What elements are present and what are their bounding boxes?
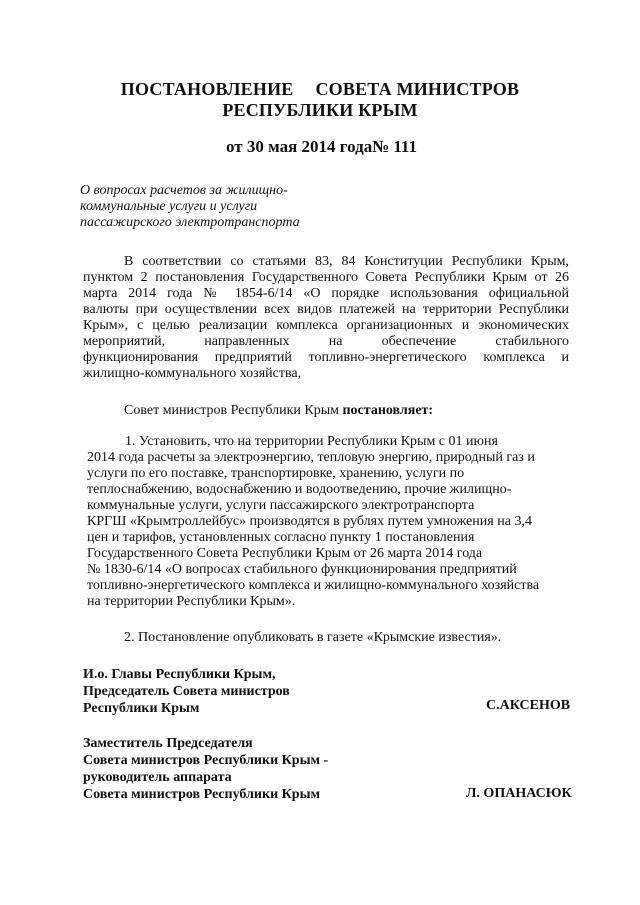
preamble-line: жилищно-коммунального хозяйства,	[83, 366, 302, 381]
signature-block-head	[83, 666, 290, 717]
document-subject	[80, 183, 340, 231]
document-title-line-2: РЕСПУБЛИКИ КРЫМ	[222, 100, 418, 120]
signatory-title-line: Совета министров Республики Крым	[83, 787, 321, 802]
subject-line: пассажирского электротранспорта	[80, 215, 300, 230]
preamble-line: мероприятий, направленных на обеспечение стабильного	[83, 334, 569, 349]
date-line	[226, 137, 417, 157]
item-1-line: 1. Установить, что на территории Республики Крым с 01 июня	[125, 434, 498, 449]
signatory-title-line: руководитель аппарата	[83, 770, 232, 785]
signatory-title-line: Заместитель Председателя	[83, 736, 253, 751]
resolves-clause	[124, 403, 433, 419]
document-number: № 111	[372, 137, 417, 156]
preamble-line: пунктом 2 постановления Государственного Совета Республики Крым от 26	[83, 270, 569, 285]
title-word-council: СОВЕТА МИНИСТРОВ	[315, 79, 520, 99]
signatory-title-line: Председатель Совета министров	[83, 684, 290, 699]
item-1-line: услуги по его поставке, транспортировке, хранению, услуги по	[87, 466, 465, 481]
preamble-line: марта 2014 года № 1854-6/14 «О порядке использования официальной	[83, 286, 569, 301]
preamble-line: В соответствии со статьями 83, 84 Конституции Республики Крым,	[124, 254, 569, 269]
signatory-name-aksenov: С.АКСЕНОВ	[486, 698, 571, 713]
signatory-title-line: Совета министров Республики Крым -	[83, 753, 329, 768]
resolves-text: Совет министров Республики Крым	[124, 403, 343, 418]
preamble-paragraph	[83, 254, 569, 382]
item-1-line: топливно-энергетического комплекса и жилищно-коммунального хозяйства	[87, 578, 540, 593]
signatory-title-line: Республики Крым	[83, 701, 200, 716]
item-1-line: КРГШ «Крымтроллейбус» производятся в рублях путем умножения на 3,4	[87, 514, 532, 529]
item-1-line: на территории Республики Крым».	[87, 594, 296, 609]
subject-line: коммунальные услуги и услуги	[80, 199, 258, 214]
document-date: от 30 мая 2014 года	[226, 137, 373, 156]
item-2-paragraph: 2. Постановление опубликовать в газете «Крымские известия».	[124, 630, 502, 645]
signatory-name-opanasyuk: Л. ОПАНАСЮК	[466, 786, 572, 801]
signature-block-deputy	[83, 735, 328, 803]
item-1-line: цен и тарифов, установленных согласно пункту 1 постановления	[87, 530, 475, 545]
item-1-line: коммунальные услуги, услуги пассажирского электротранспорта	[87, 498, 475, 513]
title-word-resolution: ПОСТАНОВЛЕНИЕ	[120, 79, 294, 99]
item-1-paragraph	[87, 434, 573, 610]
preamble-line: валюты при осуществлении всех видов платежей на территории Республики	[83, 302, 569, 317]
subject-line: О вопросах расчетов за жилищно-	[80, 183, 288, 198]
item-1-line: 2014 года расчеты за электроэнергию, тепловую энергию, природный газ и	[87, 450, 535, 465]
signatory-title-line: И.о. Главы Республики Крым,	[83, 667, 276, 682]
document-title-line-1	[0, 78, 640, 100]
item-1-line: теплоснабжению, водоснабжению и водоотведению, прочие жилищно-	[87, 482, 512, 497]
preamble-line: Крым», с целью реализации комплекса организационных и экономических	[83, 318, 569, 333]
item-1-line: Государственного Совета Республики Крым от 26 марта 2014 года	[87, 546, 483, 561]
item-1-line: № 1830-6/14 «О вопросах стабильного функционирования предприятий	[87, 562, 517, 577]
preamble-line: функционирования предприятий топливно-энергетического комплекса и	[83, 350, 569, 365]
resolves-keyword: постановляет:	[342, 403, 434, 418]
